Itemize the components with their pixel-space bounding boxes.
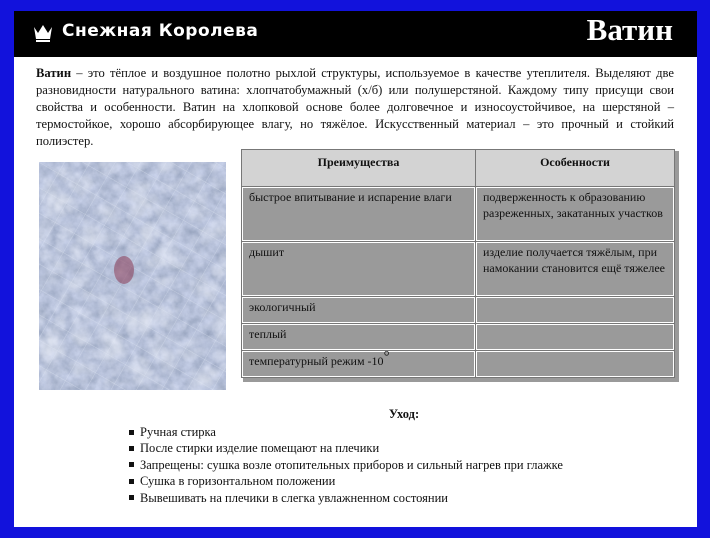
table-row xyxy=(242,242,675,297)
table-cell: экологичный xyxy=(242,297,476,324)
table-row xyxy=(242,297,675,324)
column-header-advantages: Преимущества xyxy=(242,150,476,187)
intro-term: Ватин xyxy=(36,66,72,80)
list-item: Запрещены: сушка возле отопительных приборов и сильный нагрев при глажке xyxy=(129,457,609,473)
list-item: Ручная стирка xyxy=(129,424,609,440)
fabric-sample-image xyxy=(39,162,226,390)
list-item: После стирки изделие помещают на плечики xyxy=(129,440,609,456)
bullet-icon xyxy=(129,430,134,435)
bullet-icon xyxy=(129,479,134,484)
intro-paragraph xyxy=(36,65,674,150)
slide xyxy=(14,11,697,527)
table-cell xyxy=(476,324,675,351)
bullet-icon xyxy=(129,446,134,451)
table-cell xyxy=(476,297,675,324)
table-cell xyxy=(242,351,476,378)
care-section xyxy=(129,407,609,506)
temperature-text: температурный режим -10 xyxy=(249,354,384,368)
table-row xyxy=(242,351,675,378)
bullet-icon xyxy=(129,462,134,467)
degree-sign: ° xyxy=(383,349,390,365)
intro-text: – это тёплое и воздушное полотно рыхлой структуры, используемое в качестве утеплителя. Выделяют две разновидности натурального ватина: хлопчатобумажный (х/б) или полушерстяной. Каждому типу присущи свои свойства и особенности. Ватин на хлопковой основе более долговечное и износоустойчивое, на шерстяной – термостойкое, хорошо абсорбирующее влагу, но тяжёлое. Искусственный материал – это прочный и стойкий полиэстер. xyxy=(36,66,674,148)
table-cell: изделие получается тяжёлым, при намокании становится ещё тяжелее xyxy=(476,242,675,297)
list-item: Сушка в горизонтальном положении xyxy=(129,473,609,489)
table-row xyxy=(242,324,675,351)
column-header-features: Особенности xyxy=(476,150,675,187)
properties-table xyxy=(241,149,675,378)
page-title: Ватин xyxy=(586,12,673,47)
table-cell: подверженность к образованию разреженных, закатанных участков xyxy=(476,187,675,242)
brand-name: Снежная Королева xyxy=(62,21,259,41)
crown-logo-icon xyxy=(32,22,54,44)
list-item: Вывешивать на плечики в слегка увлажненном состоянии xyxy=(129,490,609,506)
table-cell xyxy=(476,351,675,378)
care-list xyxy=(129,424,609,506)
care-title: Уход: xyxy=(388,407,420,421)
table-row xyxy=(242,187,675,242)
header-bar xyxy=(14,11,697,57)
table-cell: дышит xyxy=(242,242,476,297)
table-cell: быстрое впитывание и испарение влаги xyxy=(242,187,476,242)
table-cell: теплый xyxy=(242,324,476,351)
bullet-icon xyxy=(129,495,134,500)
